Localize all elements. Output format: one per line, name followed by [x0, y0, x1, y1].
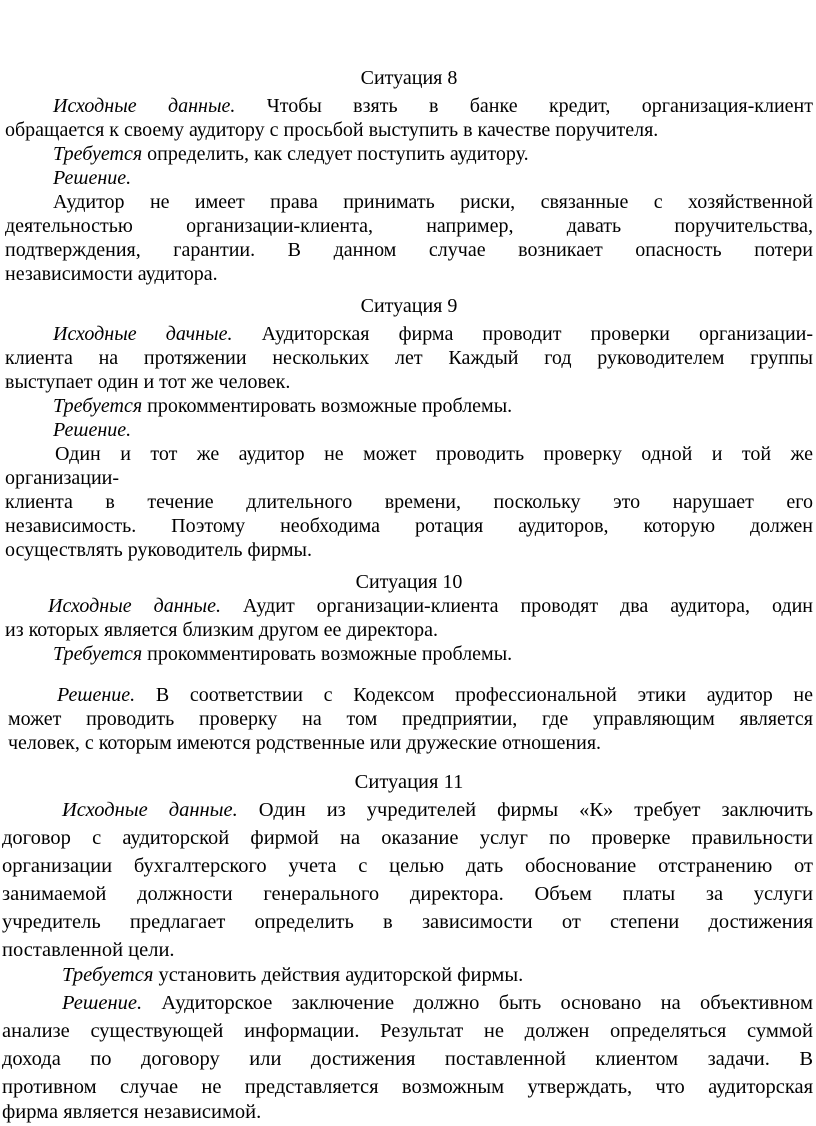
solution-line: организации- [5, 467, 120, 489]
required-line: Требуется установить действия аудиторской фирмы. [62, 964, 524, 986]
solution-line: человек, с которым имеются родственные или дружеские отношения. [8, 732, 602, 754]
solution-label: Решение. [53, 167, 132, 189]
required-line: Требуется прокомментировать возможные проблемы. [53, 643, 513, 665]
given-line: выступает один и тот же человек. [5, 371, 291, 393]
solution-line: Аудитор не имеет права принимать риски, связанные с хозяйственной [53, 191, 813, 213]
given-line: договор с аудиторской фирмой на оказание услуг по проверке правильности [2, 827, 813, 849]
solution-line: дохода по договору или достижения поставленной клиентом задачи. В [2, 1048, 813, 1070]
solution-line: независимости аудитора. [5, 263, 218, 285]
solution-line: подтверждения, гарантии. В данном случае возникает опасность потери [5, 239, 813, 261]
given-line: Исходные данные. Один из учредителей фирмы «К» требует заключить [62, 799, 813, 821]
given-label: Исходные данные. [53, 95, 236, 117]
required-line: Требуется определить, как следует поступить аудитору. [53, 143, 529, 165]
given-line: Исходные дачные. Аудиторская фирма проводит проверки организации- [53, 323, 814, 345]
solution-line: Один и тот же аудитор не может проводить проверку одной и той же [55, 443, 813, 465]
given-label: Исходные дачные. [53, 323, 233, 345]
situation-title: Ситуация 11 [354, 771, 464, 793]
solution-line: осуществлять руководитель фирмы. [5, 539, 312, 561]
required-line: Требуется прокомментировать возможные проблемы. [53, 395, 513, 417]
solution-line: независимость. Поэтому необходима ротация аудиторов, которую должен [5, 515, 813, 537]
given-line: обращается к своему аудитору с просьбой выступить в качестве поручителя. [5, 119, 659, 141]
required-label: Требуется [53, 395, 143, 417]
given-line: поставленной цели. [2, 939, 175, 961]
solution-line: фирма является независимой. [2, 1101, 262, 1123]
given-label: Исходные данные. [62, 799, 238, 821]
given-line: Исходные данные. Аудит организации-клиента проводят два аудитора, один [48, 595, 813, 617]
situation-title: Ситуация 8 [360, 67, 458, 89]
solution-line: противном случае не представляется возможным утверждать, что аудиторская [2, 1076, 813, 1098]
solution-line: Решение. В соответствии с Кодексом профессиональной этики аудитор не [57, 684, 813, 706]
solution-line: Решение. Аудиторское заключение должно быть основано на объективном [62, 992, 813, 1014]
solution-label: Решение. [62, 992, 143, 1014]
solution-line: деятельностью организации-клиента, например, давать поручительства, [5, 215, 813, 237]
situation-title: Ситуация 10 [355, 571, 463, 593]
solution-label: Решение. [53, 419, 132, 441]
solution-line: клиента в течение длительного времени, поскольку это нарушает его [5, 491, 813, 513]
given-label: Исходные данные. [48, 595, 221, 617]
situation-title: Ситуация 9 [360, 295, 458, 317]
solution-line: может проводить проверку на том предприятии, где управляющим является [8, 708, 813, 730]
solution-line: анализе существующей информации. Результат не должен определяться суммой [2, 1020, 813, 1042]
given-line: учредитель предлагает определить в зависимости от степени достижения [2, 911, 813, 933]
solution-label: Решение. [57, 684, 136, 706]
required-label: Требуется [53, 143, 143, 165]
given-line: Исходные данные. Чтобы взять в банке кредит, организация-клиент [53, 95, 814, 117]
required-label: Требуется [53, 643, 143, 665]
given-line: организации бухгалтерского учета с целью дать обоснование отстранению от [2, 855, 813, 877]
required-label: Требуется [62, 964, 154, 986]
given-line: клиента на протяжении нескольких лет Каждый год руководителем группы [5, 347, 813, 369]
given-line: из которых является близким другом ее директора. [5, 619, 438, 641]
given-line: занимаемой должности генерального директора. Объем платы за услуги [2, 883, 813, 905]
